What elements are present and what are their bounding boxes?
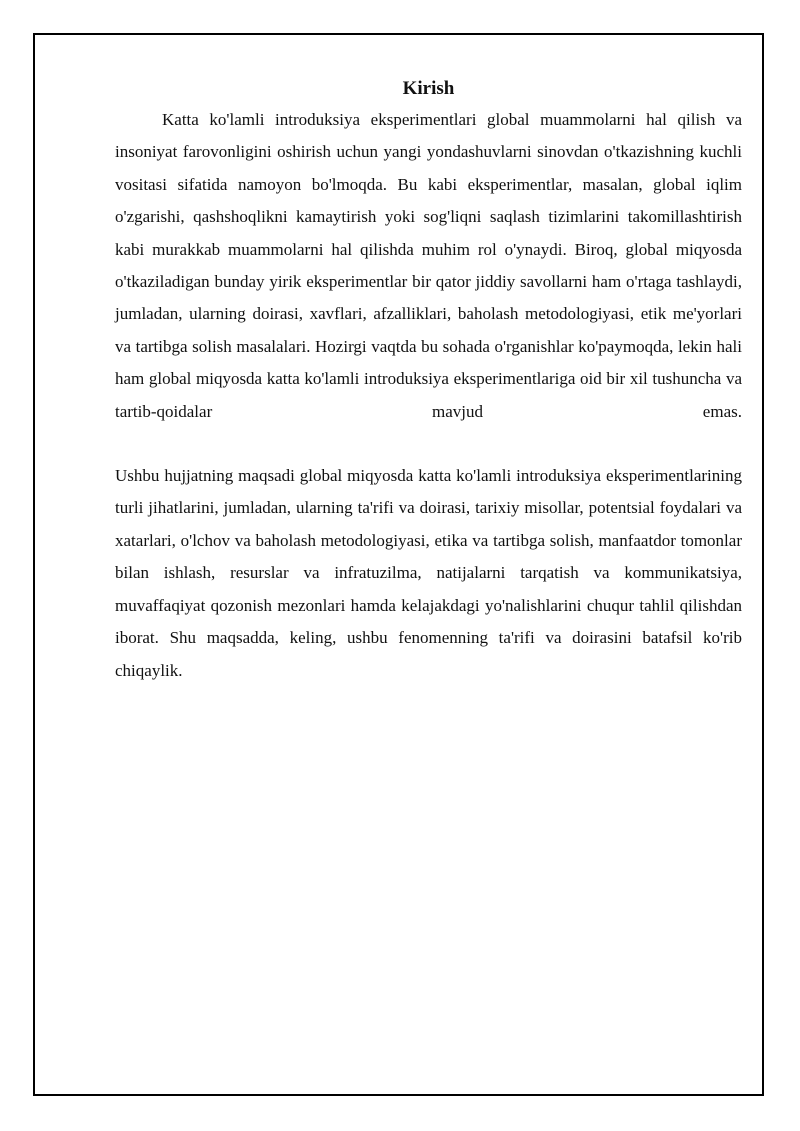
paragraph-intro: Katta ko'lamli introduksiya eksperimentlari global muammolarni hal qilish va insoniyat farovonligini oshirish uchun yangi yondashuvlarni sinovdan o'tkazishning kuchli vositasi sifatida namoyon bo'lmoqda. Bu kabi eksperimentlar, masalan, global iqlim o'zgarishi, qashshoqlikni kamaytirish yoki sog'liqni saqlash tizimlarini takomillashtirish kabi murakkab muammolarni hal qilishda muhim rol o'ynaydi. Biroq, global miqyosda o'tkaziladigan bunday yirik eksperimentlar bir qator jiddiy savollarni ham o'rtaga tashlaydi, jumladan, ularning doirasi, xavflari, afzalliklari, baholash metodologiyasi, etik me'yorlari va tartibga solish masalalari. Hozirgi vaqtda bu sohada o'rganishlar ko'paymoqda, lekin hali ham global miqyosda katta ko'lamli introduksiya eksperimentlariga oid bir xil tushuncha va tartib-qoidalar mavjud emas.	[115, 110, 742, 421]
paragraph-purpose: Ushbu hujjatning maqsadi global miqyosda katta ko'lamli introduksiya eksperimentlarining turli jihatlarini, jumladan, ularning ta'rifi va doirasi, tarixiy misollar, potentsial foydalari va xatarlari, o'lchov va baholash metodologiyasi, etika va tartibga solish, manfaatdor tomonlar bilan ishlash, resurslar va infratuzilma, natijalarni tarqatish va kommunikatsiya, muvaffaqiyat qozonish mezonlari hamda kelajakdagi yo'nalishlarini chuqur tahlil qilishdan iborat. Shu maqsadda, keling, ushbu fenomenning ta'rifi va doirasini batafsil ko'rib chiqaylik.	[115, 466, 742, 680]
document-title: Kirish	[402, 78, 455, 99]
document-body	[115, 74, 742, 687]
